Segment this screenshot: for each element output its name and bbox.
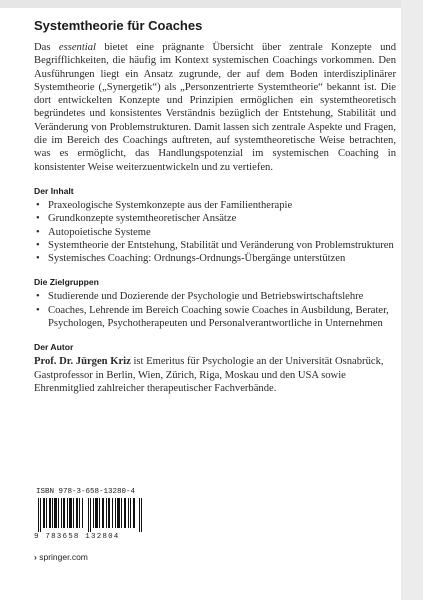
list-item: • Systemisches Coaching: Ordnungs-Ordnungs-Übergänge unterstützen — [34, 252, 396, 265]
intro-paragraph — [34, 41, 396, 174]
book-title: Systemtheorie für Coaches — [34, 18, 203, 33]
author-paragraph — [34, 355, 396, 395]
content — [34, 18, 396, 395]
ean-number: 9 783658 132804 — [34, 533, 120, 541]
isbn-label: ISBN 978-3-658-13280-4 — [36, 488, 136, 496]
intro-text-rest: bietet eine prägnante Übersicht über zentrale Konzepte und Begrifflichkeiten, die häufig im Kontext systemischen Coachings vorkommen. Den Ausführungen liegt ein Ansatz zugrunde, der auf dem Boden interdisziplinärer Systemtheorie („Synergetik“) als „Personzentrierte Systemtheorie“ bekannt ist. Die dort entwickelten Konzepte und Prinzipien ermöglichen ein systemtheoretisch begründetes und konsistentes Verständnis bezüglich der Entstehung, Stabilität und Veränderung von Problemstrukturen. Damit lassen sich zentrale Aspekte und Fragen, die im Bereich des Coachings auftreten, auf systemtheoretische Weise betrachten, was es ermöglicht, das Handlungspotenzial im systemischen Coaching in konsistenter Weise weiterzuentwickeln und zu vertiefen. — [34, 42, 397, 173]
arrow-icon: › — [34, 552, 37, 562]
publisher-link[interactable] — [34, 552, 88, 562]
intro-text-start: Das — [34, 42, 59, 53]
top-band — [0, 0, 423, 8]
barcode-icon — [38, 498, 142, 532]
section-heading-inhalt: Der Inhalt — [34, 185, 74, 196]
section-heading-zielgruppen: Die Zielgruppen — [34, 277, 99, 288]
publisher-url: springer.com — [39, 552, 88, 562]
author-name: Prof. Dr. Jürgen Kriz — [34, 356, 131, 368]
intro-emphasis: essential — [58, 42, 96, 53]
list-item: • Studierende und Dozierende der Psychologie und Betriebswirtschaftslehre — [34, 290, 396, 303]
list-item: • Systemtheorie der Entstehung, Stabilität und Veränderung von Problemstrukturen — [34, 239, 396, 252]
author-bio: ist Emeritus für Psychologie an der Universität Osnabrück, Gastprofessor in Berlin, Wien, Zürich, Riga, Moskau und den USA sowie Ehrenmitglied zahlreicher therapeutischer Fachverbände. — [34, 356, 384, 394]
inhalt-list — [34, 199, 396, 265]
list-item: • Autopoietische Systeme — [34, 226, 396, 239]
list-item: • Coaches, Lehrende im Bereich Coaching sowie Coaches in Ausbildung, Berater, Psychologen, Psychotherapeuten und Personalverantwortliche in Unternehmen — [34, 304, 396, 331]
section-heading-autor: Der Autor — [34, 342, 74, 353]
spine-edge — [401, 0, 423, 600]
zielgruppen-list — [34, 290, 396, 330]
list-item: • Praxeologische Systemkonzepte aus der Familientherapie — [34, 199, 396, 212]
list-item: • Grundkonzepte systemtheoretischer Ansätze — [34, 212, 396, 225]
